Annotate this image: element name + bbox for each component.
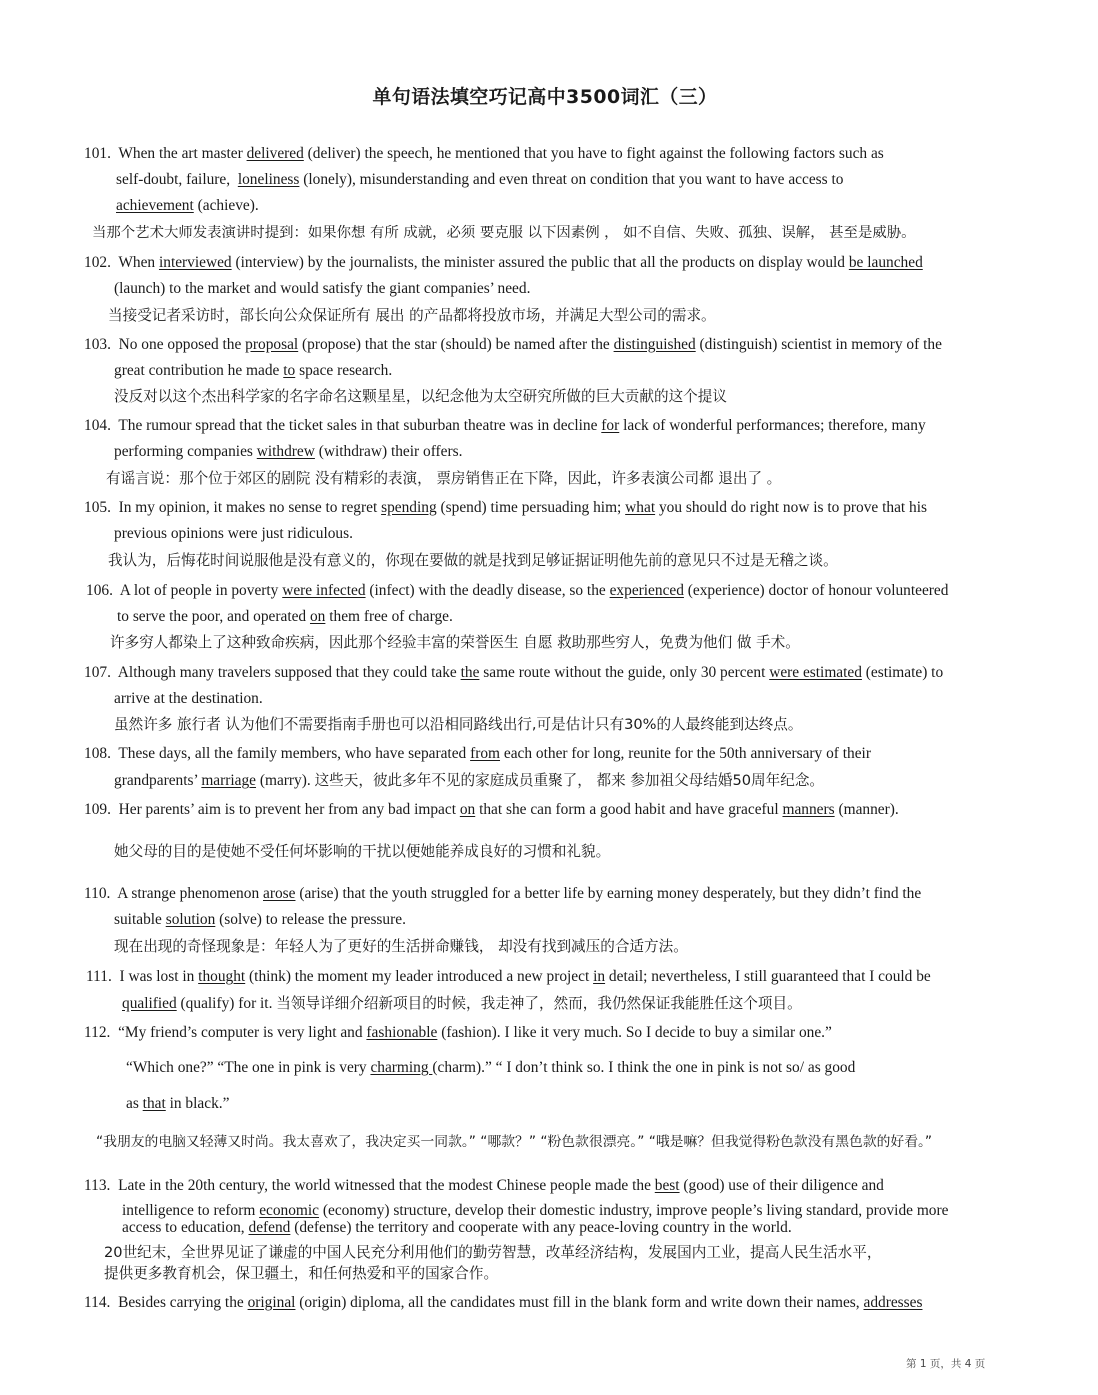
item-number: 109. (84, 801, 111, 818)
sentence-107-line-2 (114, 691, 263, 706)
sentence-text: to serve the poor, and operated (117, 608, 310, 625)
sentence-text: Besides carrying the (118, 1294, 248, 1311)
answer-blank: proposal (245, 336, 299, 353)
answer-blank: loneliness (237, 171, 300, 188)
sentence-113-line-3 (122, 1220, 792, 1235)
answer-blank: fashionable (366, 1024, 438, 1041)
sentence-108-line-2 (114, 773, 824, 789)
sentence-text: Late in the 20th century, the world witnessed that the modest Chinese people made the (118, 1177, 655, 1194)
item-number: 102. (84, 254, 111, 271)
translation-113-line-1: 20世纪末，全世界见证了谦虚的中国人民充分利用他们的勤劳智慧，改革经济结构，发展国内工业，提高人民生活水平， (104, 1244, 882, 1261)
sentence-text: (marry). (256, 772, 315, 789)
answer-blank: from (470, 745, 501, 762)
sentence-text: (distinguish) scientist in memory of the (695, 336, 942, 353)
translation-108: 这些天，彼此多年不见的家庭成员重聚了， 都来 参加祖父母结婚50周年纪念。 (314, 772, 825, 789)
translation-104: 有谣言说：那个位于郊区的剧院 没有精彩的表演， 票房销售正在下降，因此，许多表演公司都 退出了 。 (106, 470, 782, 487)
sentence-103-line-2 (114, 363, 392, 378)
translation-112: “我朋友的电脑又轻薄又时尚。我太喜欢了，我决定买一同款。” “哪款？” “粉色款很漂亮。” “哦是嘛？但我觉得粉色款没有黑色款的好看。” (96, 1134, 933, 1150)
sentence-text: suitable (114, 911, 166, 928)
sentence-102-line-1 (84, 255, 923, 270)
sentence-text: them free of charge. (325, 608, 453, 625)
translation-111: 当领导详细介绍新项目的时候，我走神了，然而，我仍然保证我能胜任这个项目。 (276, 995, 802, 1012)
sentence-112-line-3 (126, 1096, 229, 1111)
translation-109: 她父母的目的是使她不受任何坏影响的干扰以便她能养成良好的习惯和礼貌。 (114, 843, 611, 860)
sentence-text: (origin) diploma, all the candidates must fill in the blank form and write down their names, (295, 1294, 864, 1311)
answer-blank: what (625, 499, 656, 516)
sentence-text: I was lost in (119, 968, 199, 985)
sentence-text: (good) use of their diligence and (679, 1177, 884, 1194)
answer-blank: economic (259, 1202, 320, 1219)
answer-blank: original (247, 1294, 296, 1311)
sentence-104-line-2 (114, 444, 462, 459)
sentence-105-line-2 (114, 526, 353, 541)
answer-blank: addresses (863, 1294, 923, 1311)
page-footer: 第 1 页，共 4 页 (906, 1358, 986, 1370)
sentence-110-line-1 (84, 886, 921, 901)
answer-blank: defend (248, 1219, 291, 1236)
answer-blank: achievement (116, 197, 194, 214)
sentence-112-line-1 (84, 1025, 832, 1040)
sentence-text: each other for long, reunite for the 50th anniversary of their (500, 745, 871, 762)
sentence-text: intelligence to reform (122, 1202, 260, 1219)
translation-103: 没反对以这个杰出科学家的名字命名这颗星星，以纪念他为太空研究所做的巨大贡献的这个提议 (114, 388, 727, 405)
sentence-text: When (118, 254, 159, 271)
sentence-text: Her parents’ aim is to prevent her from any bad impact (118, 801, 460, 818)
page-title: 单句语法填空巧记高中3500词汇（三） (372, 86, 718, 108)
sentence-text: The rumour spread that the ticket sales in that suburban theatre was in decline (118, 417, 602, 434)
translation-113-line-2: 提供更多教育机会，保卫疆土，和任何热爱和平的国家合作。 (104, 1265, 499, 1282)
sentence-text: (arise) that the youth struggled for a better life by earning money desperately, but they didn’t find the (295, 885, 922, 902)
sentence-108-line-1 (84, 746, 871, 761)
sentence-text: arrive at the destination. (114, 690, 263, 707)
answer-blank: to (283, 362, 296, 379)
answer-blank: withdrew (256, 443, 315, 460)
sentence-text: detail; nevertheless, I still guaranteed that I could be (605, 968, 931, 985)
sentence-text: same route without the guide, only 30 percent (479, 664, 770, 681)
sentence-text: (fashion). I like it very much. So I decide to buy a similar one.” (437, 1024, 832, 1041)
sentence-106-line-1 (86, 583, 948, 598)
answer-blank: charming (370, 1059, 433, 1076)
answer-blank: interviewed (158, 254, 232, 271)
sentence-109-line-1 (84, 802, 899, 817)
sentence-text: A strange phenomenon (117, 885, 263, 902)
sentence-107-line-1 (84, 665, 943, 680)
sentence-text: When the art master (118, 145, 247, 162)
translation-110: 现在出现的奇怪现象是：年轻人为了更好的生活拼命赚钱， 却没有找到减压的合适方法。 (114, 938, 688, 955)
sentence-111-line-1 (86, 969, 931, 984)
sentence-111-line-2 (122, 996, 802, 1012)
sentence-text: (experience) doctor of honour volunteered (683, 582, 949, 599)
sentence-105-line-1 (84, 500, 927, 515)
sentence-text: (infect) with the deadly disease, so the (365, 582, 610, 599)
sentence-text: (defense) the territory and cooperate with any peace-loving country in the world. (290, 1219, 792, 1236)
translation-105: 我认为，后悔花时间说服他是没有意义的，你现在要做的就是找到足够证据证明他先前的意见只不过是无稽之谈。 (108, 552, 838, 569)
item-number: 108. (84, 745, 111, 762)
item-number: 101. (84, 145, 111, 162)
sentence-112-line-2 (126, 1060, 855, 1075)
sentence-text: (deliver) the speech, he mentioned that you have to fight against the following factors such as (303, 145, 884, 162)
sentence-text: (think) the moment my leader introduced a new project (245, 968, 594, 985)
answer-blank: on (459, 801, 476, 818)
sentence-text: (qualify) for it. (176, 995, 277, 1012)
sentence-text: (propose) that the star (should) be named after the (298, 336, 614, 353)
translation-102: 当接受记者采访时，部长向公众保证所有 展出 的产品都将投放市场，并满足大型公司的需求。 (108, 307, 716, 324)
answer-blank: in (593, 968, 606, 985)
sentence-text: (solve) to release the pressure. (215, 911, 406, 928)
answer-blank: solution (165, 911, 216, 928)
item-number: 107. (84, 664, 111, 681)
answer-blank: on (309, 608, 326, 625)
sentence-text: you should do right now is to prove that his (655, 499, 927, 516)
answer-blank: were estimated (769, 664, 862, 681)
sentence-114-line-1 (84, 1295, 922, 1310)
answer-blank: distinguished (613, 336, 696, 353)
item-number: 105. (84, 499, 111, 516)
item-number: 106. (86, 582, 113, 599)
answer-blank: that (142, 1095, 166, 1112)
sentence-text: (withdraw) their offers. (314, 443, 463, 460)
sentence-text: as (126, 1095, 143, 1112)
sentence-110-line-2 (114, 912, 406, 927)
answer-blank: thought (198, 968, 246, 985)
sentence-text: previous opinions were just ridiculous. (114, 525, 353, 542)
sentence-102-line-2 (114, 281, 530, 296)
item-number: 103. (84, 336, 111, 353)
answer-blank: arose (263, 885, 296, 902)
answer-blank: be launched (848, 254, 923, 271)
answer-blank: delivered (246, 145, 304, 162)
sentence-text: great contribution he made (114, 362, 284, 379)
sentence-text: access to education, (122, 1219, 249, 1236)
translation-106: 许多穷人都染上了这种致命疾病，因此那个经验丰富的荣誉医生 自愿 救助那些穷人，免费为他们 做 手术。 (110, 634, 800, 651)
sentence-text: grandparents’ (114, 772, 202, 789)
sentence-113-line-1 (84, 1178, 884, 1193)
item-number: 111. (86, 968, 112, 985)
sentence-103-line-1 (84, 337, 942, 352)
item-number: 104. (84, 417, 111, 434)
sentence-text: lack of wonderful performances; therefore, many (619, 417, 926, 434)
sentence-text: space research. (295, 362, 393, 379)
sentence-text: No one opposed the (118, 336, 246, 353)
answer-blank: manners (782, 801, 835, 818)
answer-blank: best (654, 1177, 680, 1194)
sentence-101-line-1 (84, 146, 884, 161)
sentence-text: (lonely), misunderstanding and even threat on condition that you want to have access to (299, 171, 844, 188)
sentence-text: (economy) structure, develop their domestic industry, improve people’s living standard, provide more (319, 1202, 949, 1219)
sentence-text: These days, all the family members, who have separated (118, 745, 471, 762)
sentence-text: in black.” (165, 1095, 230, 1112)
translation-101: 当那个艺术大师发表演讲时提到：如果你想 有所 成就，必须 要克服 以下因素例 ， 如不自信、失败、孤独、误解， 甚至是威胁。 (92, 225, 916, 241)
answer-blank: qualified (122, 995, 177, 1012)
sentence-text: (charm).” “ I don’t think so. I think the one in pink is not so/ as good (432, 1059, 856, 1076)
sentence-text: that she can form a good habit and have graceful (475, 801, 783, 818)
item-number: 113. (84, 1177, 111, 1194)
sentence-text: self-doubt, failure, (116, 171, 234, 188)
answer-blank: for (601, 417, 620, 434)
sentence-text: Although many travelers supposed that they could take (117, 664, 461, 681)
item-number: 110. (84, 885, 111, 902)
sentence-text: (manner). (834, 801, 899, 818)
item-number: 114. (84, 1294, 111, 1311)
sentence-text: A lot of people in poverty (119, 582, 283, 599)
answer-blank: experienced (609, 582, 684, 599)
sentence-text: In my opinion, it makes no sense to regret (118, 499, 382, 516)
sentence-113-line-2 (122, 1203, 948, 1218)
sentence-text: (achieve). (193, 197, 259, 214)
sentence-text: (spend) time persuading him; (436, 499, 626, 516)
sentence-101-line-3 (116, 198, 259, 213)
sentence-text: (launch) to the market and would satisfy the giant companies’ need. (114, 280, 531, 297)
answer-blank: the (460, 664, 480, 681)
answer-blank: were infected (282, 582, 366, 599)
sentence-106-line-2 (117, 609, 453, 624)
sentence-text: (estimate) to (861, 664, 944, 681)
item-number: 112. (84, 1024, 111, 1041)
sentence-101-line-2 (116, 172, 843, 187)
sentence-text: “Which one?” “The one in pink is very (126, 1059, 371, 1076)
sentence-text: “My friend’s computer is very light and (118, 1024, 367, 1041)
translation-107: 虽然许多 旅行者 认为他们不需要指南手册也可以沿相同路线出行,可是估计只有30%的人最终能到达终点。 (114, 716, 803, 733)
sentence-text: performing companies (114, 443, 257, 460)
sentence-text: (interview) by the journalists, the minister assured the public that all the products on display would (231, 254, 849, 271)
answer-blank: spending (381, 499, 437, 516)
sentence-104-line-1 (84, 418, 926, 433)
answer-blank: marriage (201, 772, 257, 789)
